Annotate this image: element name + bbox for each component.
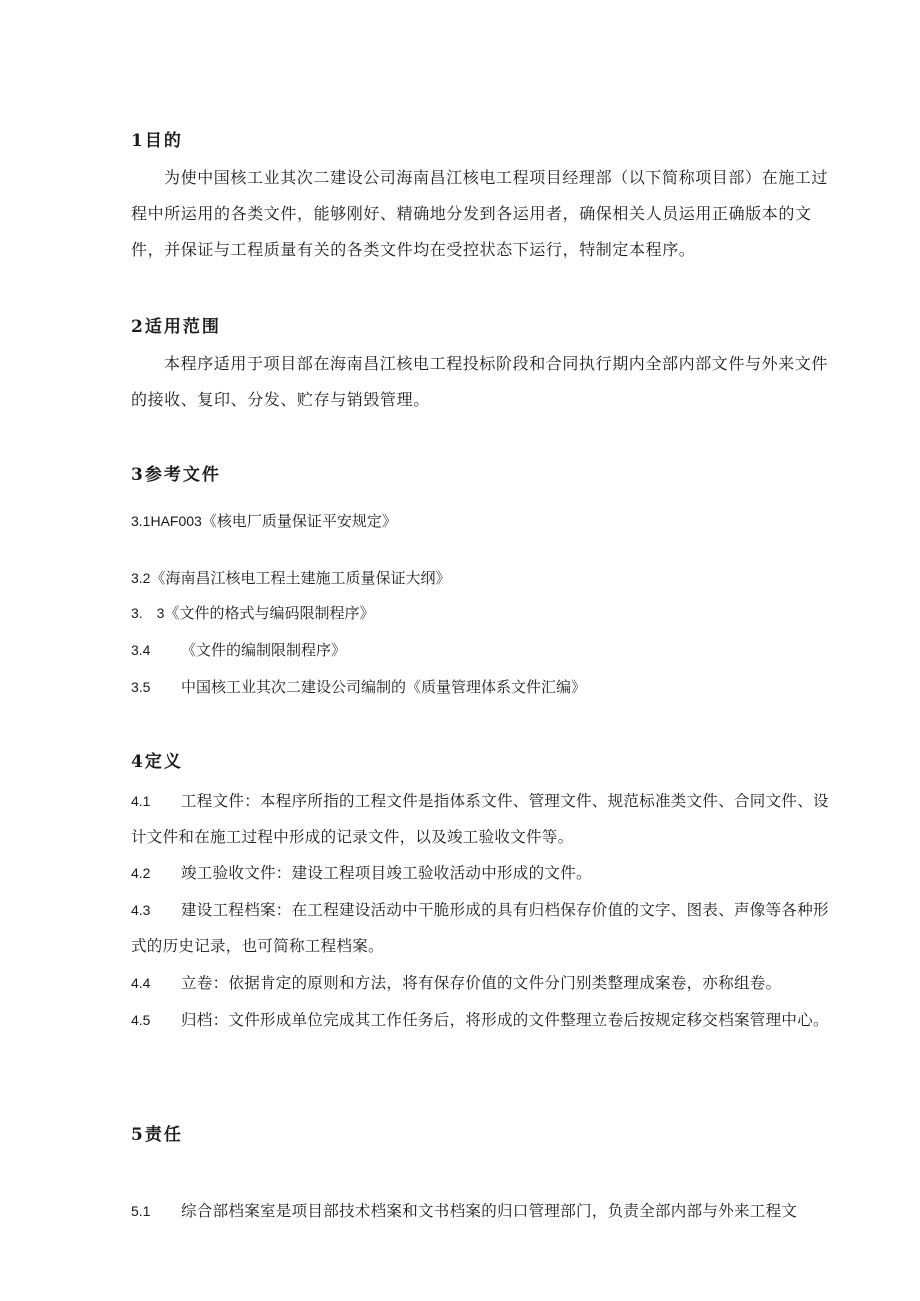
section-4-heading: 4定义 <box>131 752 183 772</box>
responsibility-text: 综合部档案室是项目部技术档案和文书档案的归口管理部门，负责全部内部与外来工程文 <box>181 1202 798 1220</box>
reference-number: 3.5 <box>131 679 151 695</box>
definition-number: 4.1 <box>131 793 151 809</box>
section-5-heading: 5责任 <box>131 1125 183 1145</box>
reference-title: 《海南昌江核电工程土建施工质量保证大纲》 <box>150 569 451 587</box>
section-1-heading: 1目的 <box>131 131 183 151</box>
section-2-paragraph: 本程序适用于项目部在海南昌江核电工程投标阶段和合同执行期内全部内部文件与外来文件的接收、复印、分发、贮存与销毁管理。 <box>131 354 829 409</box>
section-1-paragraph: 为使中国核工业其次二建设公司海南昌江核电工程项目经理部（以下简称项目部）在施工过程中所运用的各类文件，能够刚好、精确地分发到各运用者，确保相关人员运用正确版本的文件，并保证与工程质量有关的各类文件均在受控状态下运行，特制定本程序。 <box>131 168 829 259</box>
definition-item <box>131 965 831 1001</box>
definition-item <box>131 892 831 964</box>
reference-item <box>131 639 346 661</box>
reference-number: 3. 3 <box>131 605 165 621</box>
definition-number: 4.2 <box>131 865 151 881</box>
reference-title: 《核电厂质量保证平安规定》 <box>201 512 397 530</box>
definition-text: 建设工程档案：在工程建设活动中干脆形成的具有归档保存价值的文字、图表、声像等各种形式的历史记录，也可简称工程档案。 <box>131 901 829 955</box>
definition-number: 4.3 <box>131 902 151 918</box>
reference-title: 《文件的编制限制程序》 <box>181 641 347 659</box>
definition-number: 4.4 <box>131 975 151 991</box>
section-2-heading: 2适用范围 <box>131 317 221 337</box>
definition-text: 归档：文件形成单位完成其工作任务后，将形成的文件整理立卷后按规定移交档案管理中心。 <box>181 1011 829 1029</box>
reference-number: 3.4 <box>131 642 151 658</box>
definition-number: 4.5 <box>131 1012 151 1028</box>
reference-item <box>131 602 374 624</box>
definition-text: 竣工验收文件：建设工程项目竣工验收活动中形成的文件。 <box>181 864 592 882</box>
section-3-heading: 3参考文件 <box>131 465 221 485</box>
responsibility-item <box>131 1193 851 1229</box>
reference-number: 3.1HAF003 <box>131 513 202 529</box>
definition-item <box>131 855 831 891</box>
reference-item <box>131 510 397 532</box>
reference-title: 《文件的格式与编码限制程序》 <box>164 604 375 622</box>
definition-item <box>131 783 831 855</box>
definition-item <box>131 1002 831 1038</box>
reference-item <box>131 567 450 589</box>
definition-text: 立卷：依据肯定的原则和方法，将有保存价值的文件分门别类整理成案卷，亦称组卷。 <box>181 974 782 992</box>
reference-number: 3.2 <box>131 570 151 586</box>
reference-title: 中国核工业其次二建设公司编制的《质量管理体系文件汇编》 <box>181 678 587 696</box>
responsibility-number: 5.1 <box>131 1203 151 1219</box>
reference-item <box>131 676 586 698</box>
definition-text: 工程文件：本程序所指的工程文件是指体系文件、管理文件、规范标准类文件、合同文件、设计文件和在施工过程中形成的记录文件，以及竣工验收文件等。 <box>131 792 829 846</box>
